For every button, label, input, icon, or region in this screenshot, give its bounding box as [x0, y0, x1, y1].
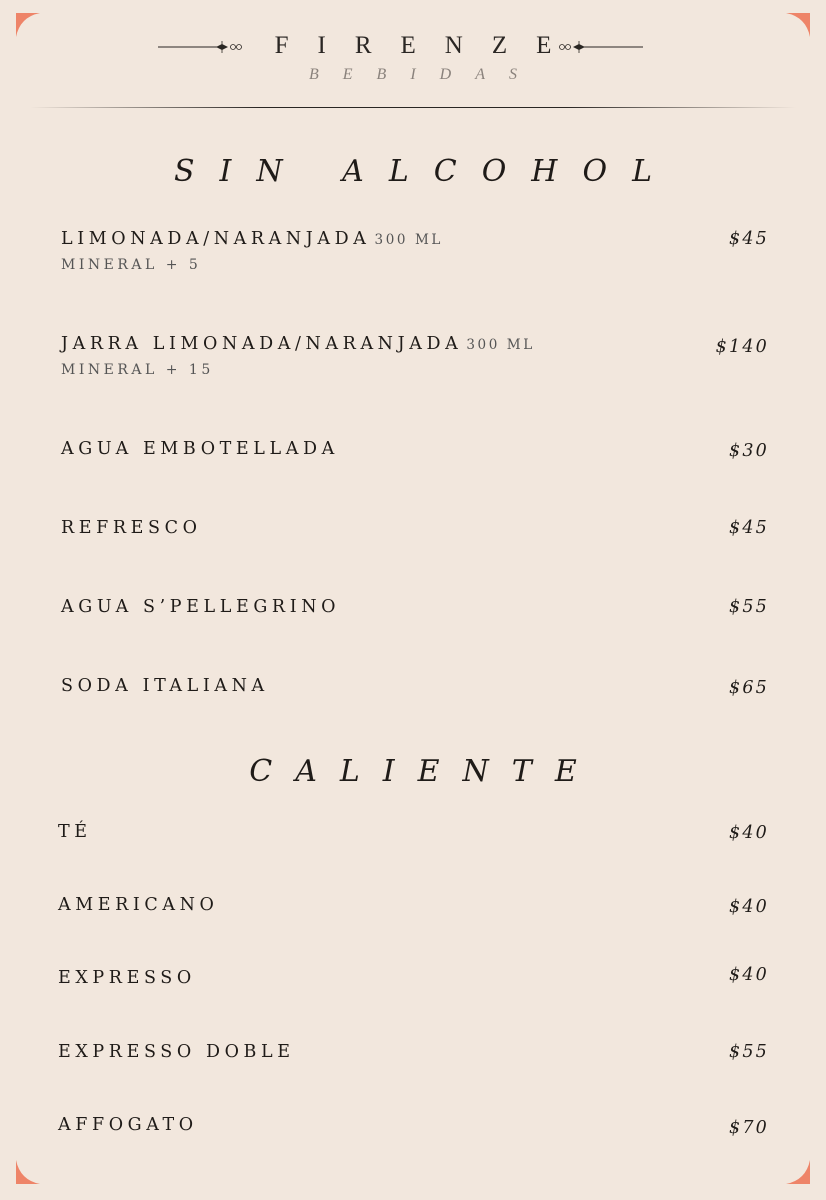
menu-item [58, 1042, 769, 1082]
restaurant-name: FIRENZE [274, 32, 581, 59]
item-name: EXPRESSO [58, 968, 196, 988]
item-price: $30 [728, 441, 769, 461]
item-name: REFRESCO [61, 518, 202, 538]
item-name: AFFOGATO [58, 1115, 198, 1135]
item-price: $140 [715, 337, 769, 357]
item-name: AGUA EMBOTELLADA [61, 439, 339, 459]
item-size: 300 ML [374, 232, 443, 248]
section-title-caliente: CALIENTE [249, 754, 600, 789]
item-price: $40 [728, 823, 769, 843]
item-name: EXPRESSO DOBLE [58, 1042, 295, 1062]
menu-item [61, 518, 769, 558]
header-divider [30, 107, 796, 108]
item-name: SODA ITALIANA [61, 676, 269, 696]
item-name: AGUA S’PELLEGRINO [61, 597, 341, 617]
menu-item [58, 965, 769, 1008]
menu-item [58, 895, 769, 935]
item-price: $70 [728, 1118, 769, 1138]
menu-item [61, 334, 769, 384]
corner-accent-bottom-right [786, 1160, 810, 1184]
corner-accent-bottom-left [16, 1160, 40, 1184]
menu-subtitle: BEBIDAS [309, 66, 541, 83]
menu-item [61, 597, 769, 637]
menu-item [58, 1115, 769, 1155]
section-title-sin-alcohol: SIN ALCOHOL [173, 154, 677, 189]
item-note: MINERAL + 5 [61, 257, 202, 273]
item-price: $45 [728, 229, 769, 249]
menu-item [61, 439, 769, 479]
item-note: MINERAL + 15 [61, 362, 214, 378]
item-name: LIMONADA/NARANJADA [61, 229, 371, 249]
item-price: $45 [728, 518, 769, 538]
item-price: $55 [728, 1042, 769, 1062]
item-price: $40 [728, 897, 769, 917]
item-size: 300 ML [466, 337, 535, 353]
item-name: JARRA LIMONADA/NARANJADA [61, 334, 463, 354]
item-name: AMERICANO [58, 895, 219, 915]
item-price: $55 [728, 597, 769, 617]
menu-item [61, 229, 769, 279]
menu-item [61, 676, 769, 716]
item-price: $65 [728, 678, 769, 698]
item-price: $40 [728, 965, 769, 985]
item-name: TÉ [58, 822, 92, 842]
menu-item [58, 822, 769, 862]
